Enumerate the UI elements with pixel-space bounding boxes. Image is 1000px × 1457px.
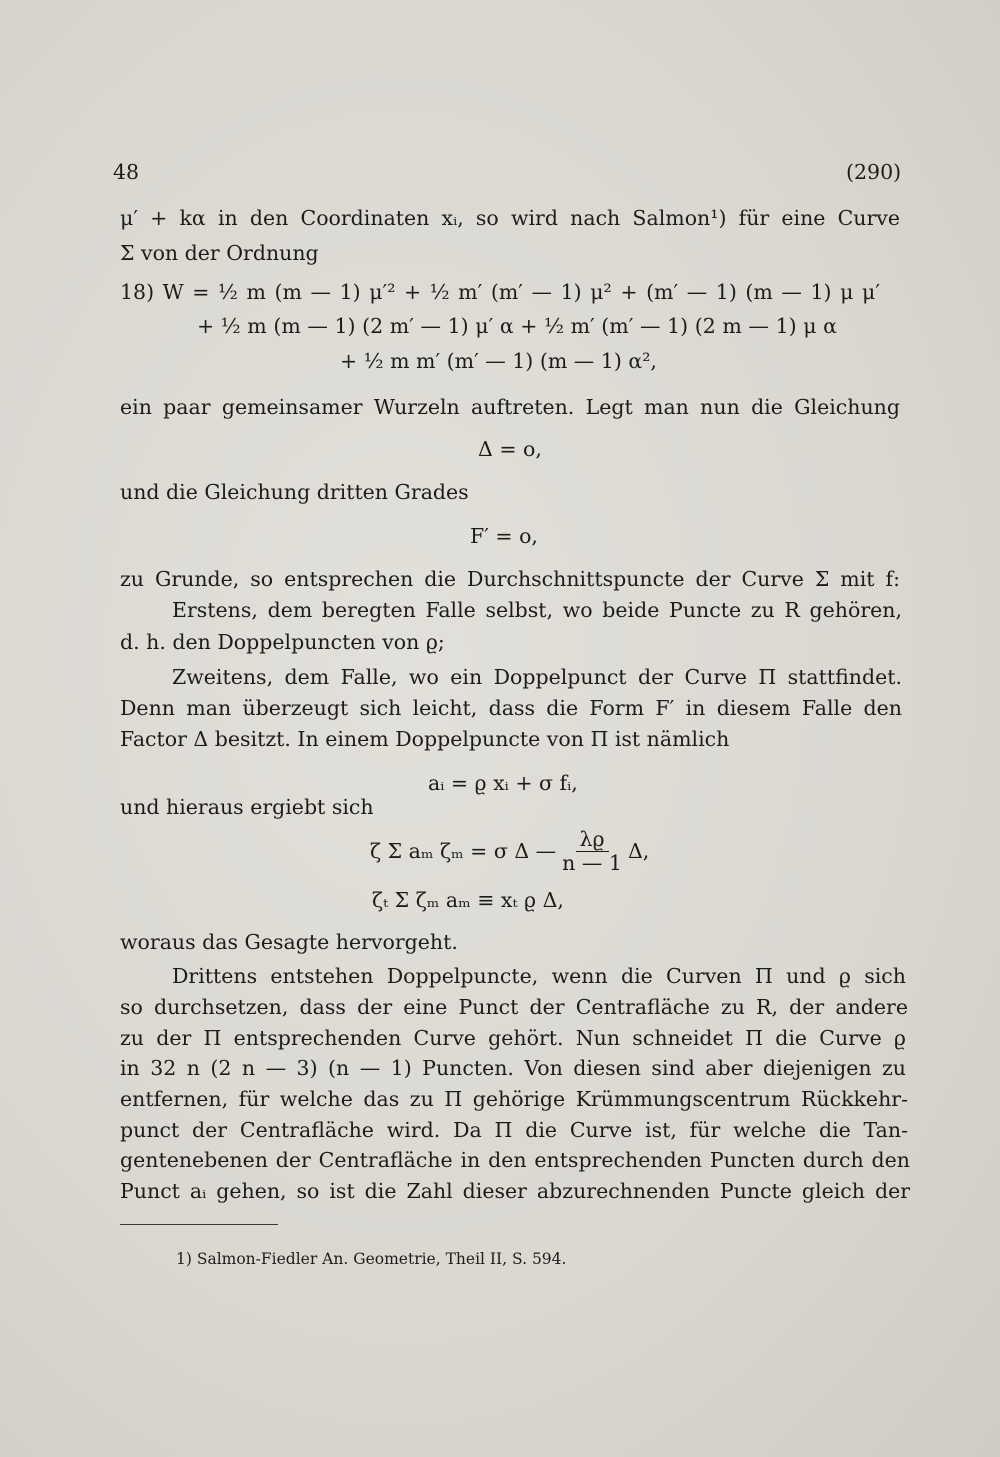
text-line: ein paar gemeinsamer Wurzeln auftreten. Legt man nun die Gleichung [120,395,900,419]
equation-18-line-1: 18) W = ½ m (m — 1) μ′² + ½ m′ (m′ — 1) μ² + (m′ — 1) (m — 1) μ μ′ [120,280,880,304]
paragraph-zweitens: Zweitens, dem Falle, wo ein Doppelpunct der Curve Π stattfindet. [172,665,902,689]
equation-zeta-1 [370,826,649,876]
text-line: Factor Δ besitzt. In einem Doppelpuncte von Π ist nämlich [120,727,730,751]
footnote: 1) Salmon-Fiedler An. Geometrie, Theil II, S. 594. [176,1250,567,1268]
text-line: gentenebenen der Centrafläche in den entsprechenden Puncten durch den [120,1148,910,1172]
text-line: Punct aᵢ gehen, so ist die Zahl dieser abzurechnenden Puncte gleich der [120,1179,910,1203]
paragraph-drittens: Drittens entstehen Doppelpuncte, wenn die Curven Π und ϱ sich [172,964,906,988]
equation-zeta-1-left: ζ Σ aₘ ζₘ = σ Δ — [370,839,557,863]
footnote-rule [120,1224,278,1225]
text-line: entfernen, für welche das zu Π gehörige Krümmungscentrum Rückkehr- [120,1087,908,1111]
equation-zeta-2: ζₜ Σ ζₘ aₘ ≡ xₜ ϱ Δ, [372,888,564,912]
equation-18-line-2: + ½ m (m — 1) (2 m′ — 1) μ′ α + ½ m′ (m′ — 1) (2 m — 1) μ α [197,314,837,338]
page-number: 48 [113,160,140,184]
paragraph-erstens: Erstens, dem beregten Falle selbst, wo beide Puncte zu R gehören, [172,598,902,622]
fraction-numerator: λϱ [576,828,609,852]
section-number: (290) [846,160,902,184]
text-line: zu der Π entsprechenden Curve gehört. Nun schneidet Π die Curve ϱ [120,1026,906,1050]
text-line: und hieraus ergiebt sich [120,795,374,819]
text-line: μ′ + kα in den Coordinaten xᵢ, so wird nach Salmon¹) für eine Curve [120,206,900,230]
text-line: Denn man überzeugt sich leicht, dass die Form F′ in diesem Falle den [120,696,902,720]
equation-18-line-3: + ½ m m′ (m′ — 1) (m — 1) α², [340,349,657,373]
text-line: so durchsetzen, dass der eine Punct der Centrafläche zu R, der andere [120,995,908,1019]
fraction-denominator: n — 1 [562,850,622,875]
text-line: Σ von der Ordnung [120,241,319,265]
text-line: d. h. den Doppelpuncten von ϱ; [120,630,445,654]
equation-a: aᵢ = ϱ xᵢ + σ fᵢ, [428,771,578,795]
text-line: und die Gleichung dritten Grades [120,480,469,504]
equation-delta: Δ = o, [478,437,542,461]
text-line: in 32 n (2 n — 3) (n — 1) Puncten. Von diesen sind aber diejenigen zu [120,1056,906,1080]
text-line: zu Grunde, so entsprechen die Durchschnittspuncte der Curve Σ mit f: [120,567,900,591]
equation-F: F′ = o, [470,524,538,548]
fraction [562,828,622,874]
text-line: punct der Centrafläche wird. Da Π die Curve ist, für welche die Tan- [120,1118,908,1142]
equation-zeta-1-right: Δ, [627,839,650,863]
text-line: woraus das Gesagte hervorgeht. [120,930,458,954]
